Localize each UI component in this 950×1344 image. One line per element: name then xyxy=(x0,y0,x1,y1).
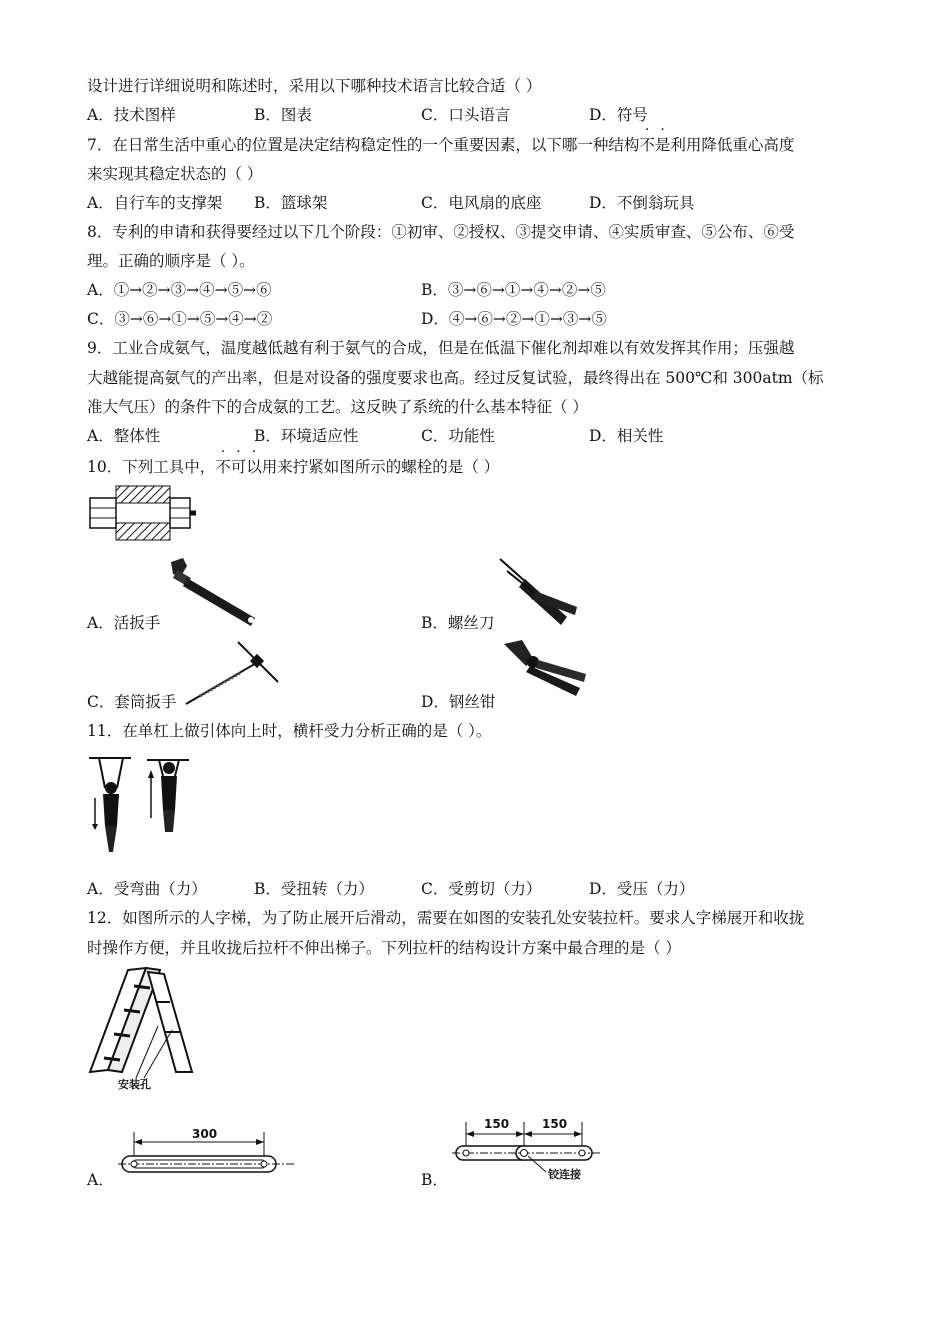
q7-stem-pre: 7．在日常生活中重心的位置是决定结构稳定性的一个重要因素，以下哪一种结构 xyxy=(87,136,640,154)
hinge-joint-label: 铰连接 xyxy=(548,1168,581,1181)
q10-option-c: C．套筒扳手 xyxy=(87,693,177,711)
option-b-dimension-left: 150 xyxy=(484,1117,510,1131)
ladder-install-hole-label: 安装孔 xyxy=(118,1078,151,1091)
q12-stem-line2: 时操作方便，并且收拢后拉杆不伸出梯子。下列拉杆的结构设计方案中最合理的是（ ） xyxy=(87,939,681,957)
q10-emphasis-3: 以 xyxy=(246,458,262,476)
q12-option-b: B． xyxy=(421,1171,448,1189)
q11-option-d: D．受压（力） xyxy=(589,880,695,898)
q9-option-b: B．环境适应性 xyxy=(254,427,359,445)
q7-stem-line2: 来实现其稳定状态的（ ） xyxy=(87,165,263,183)
screwdriver-image xyxy=(497,557,582,629)
q8-stem-line1: 8．专利的申请和获得要经过以下几个阶段：①初审、②授权、③提交申请、④实质审查、⑤公布、⑥受 xyxy=(87,223,795,241)
pull-up-figure xyxy=(85,748,195,856)
pliers-image xyxy=(500,638,590,708)
q10-option-b: B．螺丝刀 xyxy=(421,614,495,632)
q10-stem-post: 用来拧紧如图所示的螺栓的是（ ） xyxy=(261,458,500,476)
q6-option-a: A．技术图样 xyxy=(87,106,176,124)
q8-option-c: C．③→⑥→①→⑤→④→② xyxy=(87,310,273,328)
q7-option-d: D．不倒翁玩具 xyxy=(589,194,695,212)
q9-stem-line1: 9．工业合成氨气，温度越低越有利于氨气的合成，但是在低温下催化剂却难以有效发挥其作用；压强越 xyxy=(87,339,795,357)
step-ladder-figure xyxy=(88,966,198,1096)
q8-option-d: D．④→⑥→②→①→③→⑤ xyxy=(421,310,607,328)
q12-stem-line1: 12．如图所示的人字梯，为了防止展开后滑动，需要在如图的安装孔处安装拉杆。要求人字梯展开和收拢 xyxy=(87,909,805,927)
socket-wrench-image xyxy=(180,640,280,708)
q12-option-a: A． xyxy=(87,1171,114,1189)
q10-option-a: A．活扳手 xyxy=(87,614,161,632)
q9-stem-line3: 准大气压）的条件下的合成氨的工艺。这反映了系统的什么基本特征（ ） xyxy=(87,398,588,416)
q9-option-a: A．整体性 xyxy=(87,427,161,445)
option-b-rod-diagram xyxy=(452,1112,622,1188)
q11-option-a: A．受弯曲（力） xyxy=(87,880,207,898)
q7-stem-post: 利用降低重心高度 xyxy=(670,136,795,154)
q8-stem-line2: 理。正确的顺序是（ ）。 xyxy=(87,252,255,270)
q11-stem: 11．在单杠上做引体向上时，横杆受力分析正确的是（ ）。 xyxy=(87,722,492,740)
q8-option-a: A．①→②→③→④→⑤→⑥ xyxy=(87,281,272,299)
option-b-dimension-right: 150 xyxy=(542,1117,568,1131)
option-a-dimension: 300 xyxy=(192,1127,218,1141)
q11-option-b: B．受扭转（力） xyxy=(254,880,374,898)
q6-option-b: B．图表 xyxy=(254,106,312,124)
q6-option-c: C．口头语言 xyxy=(421,106,511,124)
q6-stem: 设计进行详细说明和陈述时，采用以下哪种技术语言比较合适（ ） xyxy=(87,77,542,95)
option-a-rod-diagram xyxy=(118,1124,298,1186)
q8-option-b: B．③→⑥→①→④→②→⑤ xyxy=(421,281,606,299)
adjustable-wrench-image xyxy=(163,556,263,628)
q7-option-a: A．自行车的支撑架 xyxy=(87,194,223,212)
q10-emphasis-2: 可 xyxy=(230,458,247,476)
q10-option-d: D．钢丝钳 xyxy=(421,693,496,711)
q7-stem-line1 xyxy=(87,135,794,155)
q7-emphasis-2: 是 xyxy=(654,136,671,154)
q10-stem-pre: 10．下列工具中， xyxy=(87,458,216,476)
bolt-figure xyxy=(88,484,198,544)
q11-option-c: C．受剪切（力） xyxy=(421,880,542,898)
q9-option-c: C．功能性 xyxy=(421,427,495,445)
q10-emphasis-1: 不 xyxy=(215,458,231,476)
q7-option-b: B．篮球架 xyxy=(254,194,328,212)
q9-stem-line2: 大越能提高氨气的产出率，但是对设备的强度要求也高。经过反复试验，最终得出在 500℃和 300atm（标 xyxy=(87,369,824,387)
q10-stem xyxy=(87,457,499,477)
q6-option-d: D．符号 xyxy=(589,106,648,124)
q7-option-c: C．电风扇的底座 xyxy=(421,194,542,212)
q7-emphasis-1: 不 xyxy=(639,136,655,154)
q9-option-d: D．相关性 xyxy=(589,427,664,445)
